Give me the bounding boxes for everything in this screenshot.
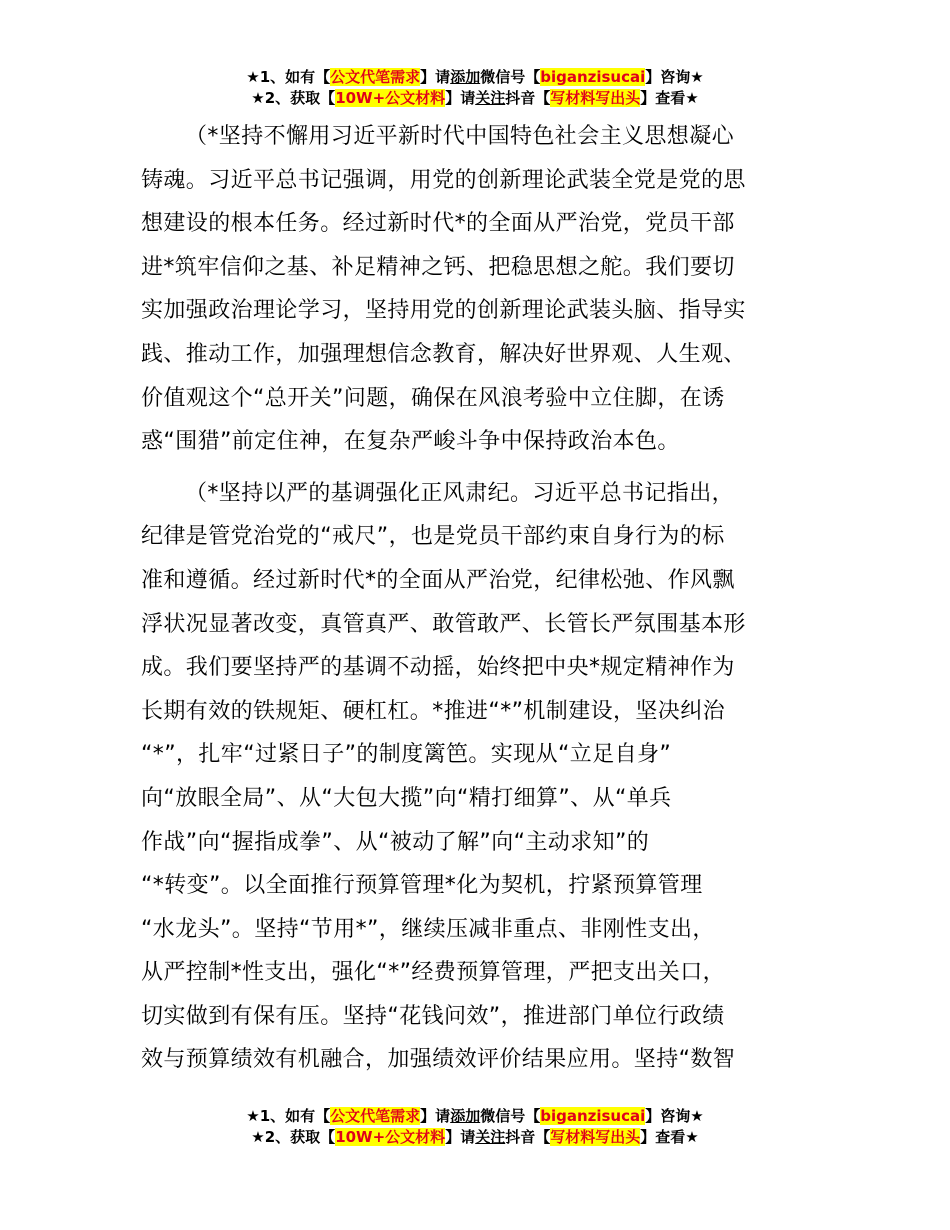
- paragraph-line: “*转变”。以全面推行预算管理*化为契机，拧紧预算管理: [141, 873, 703, 899]
- paragraph-line: 想建设的根本任务。经过新时代*的全面从严治党，党员干部: [141, 211, 735, 237]
- paragraph-line: 纪律是管党治党的“戒尺”，也是党员干部约束自身行为的标: [141, 524, 725, 550]
- banner-line-2: ★2、获取【10W+公文材料】请关注抖音【写材料写出头】查看★: [251, 1128, 699, 1146]
- paragraph-line: 效与预算绩效有机融合，加强绩效评价结果应用。坚持“数智: [141, 1047, 736, 1073]
- banner-underlined-add: 添加: [450, 68, 481, 86]
- banner-underlined-follow: 关注: [475, 1128, 506, 1146]
- banner-underlined-follow: 关注: [475, 89, 506, 107]
- paragraph-line: 长期有效的铁规矩、硬杠杠。*推进“*”机制建设，坚决纠治: [141, 698, 725, 724]
- paragraph-line: 价值观这个“总开关”问题，确保在风浪考验中立住脚，在诱: [141, 385, 725, 411]
- paragraph-line: 切实做到有保有压。坚持“花钱问效”，推进部门单位行政绩: [141, 1003, 725, 1029]
- paragraph-line: 准和遵循。经过新时代*的全面从严治党，纪律松弛、作风飘: [141, 567, 735, 593]
- paragraph-2: [141, 472, 821, 1082]
- paragraph-line: 践、推动工作，加强理想信念教育，解决好世界观、人生观、: [141, 341, 746, 367]
- banner-highlight-douyin-account: 写材料写出头: [550, 89, 641, 107]
- paragraph-line: 浮状况显著改变，真管真严、敢管敢严、长管长严氛围基本形: [141, 611, 746, 637]
- top-banner: [0, 67, 950, 109]
- paragraph-line: 向“放眼全局”、从“大包大揽”向“精打细算”、从“单兵: [141, 785, 672, 811]
- paragraph-line: （*坚持以严的基调强化正风肃纪。习近平总书记指出，: [185, 480, 735, 506]
- paragraph-line: 铸魂。习近平总书记强调，用党的创新理论武装全党是党的思: [141, 167, 746, 193]
- document-body: [141, 115, 821, 1082]
- banner-line-1: ★1、如有【公文代笔需求】请添加微信号【biganzisucai】咨询★: [246, 1107, 704, 1125]
- paragraph-line: 实加强政治理论学习，坚持用党的创新理论武装头脑、指导实: [141, 298, 746, 324]
- paragraph-line: “水龙头”。坚持“节用*”，继续压减非重点、非刚性支出，: [141, 916, 715, 942]
- banner-line-2: ★2、获取【10W+公文材料】请关注抖音【写材料写出头】查看★: [251, 89, 699, 107]
- paragraph-line: “*”，扎牢“过紧日子”的制度篱笆。实现从“立足自身”: [141, 742, 672, 768]
- paragraph-line: 进*筑牢信仰之基、补足精神之钙、把稳思想之舵。我们要切: [141, 254, 735, 280]
- paragraph-line: 作战”向“握指成拳”、从“被动了解”向“主动求知”的: [141, 829, 650, 855]
- banner-highlight-materials: 10W+公文材料: [335, 1128, 446, 1146]
- banner-highlight-wechat-id: biganzisucai: [540, 68, 646, 86]
- paragraph-1: [141, 115, 821, 464]
- paragraph-line: 成。我们要坚持严的基调不动摇，始终把中央*规定精神作为: [141, 655, 735, 681]
- bottom-banner: [0, 1106, 950, 1148]
- paragraph-line: 惑“围猎”前定住神，在复杂严峻斗争中保持政治本色。: [141, 429, 680, 455]
- paragraph-line: （*坚持不懈用习近平新时代中国特色社会主义思想凝心: [185, 124, 735, 149]
- banner-highlight-service: 公文代笔需求: [330, 68, 421, 86]
- banner-highlight-wechat-id: biganzisucai: [540, 1107, 646, 1125]
- paragraph-line: 从严控制*性支出，强化“*”经费预算管理，严把支出关口，: [141, 960, 725, 986]
- paragraph-spacer: [141, 464, 821, 472]
- banner-underlined-add: 添加: [450, 1107, 481, 1125]
- banner-line-1: ★1、如有【公文代笔需求】请添加微信号【biganzisucai】咨询★: [246, 68, 704, 86]
- banner-highlight-douyin-account: 写材料写出头: [550, 1128, 641, 1146]
- banner-highlight-materials: 10W+公文材料: [335, 89, 446, 107]
- banner-highlight-service: 公文代笔需求: [330, 1107, 421, 1125]
